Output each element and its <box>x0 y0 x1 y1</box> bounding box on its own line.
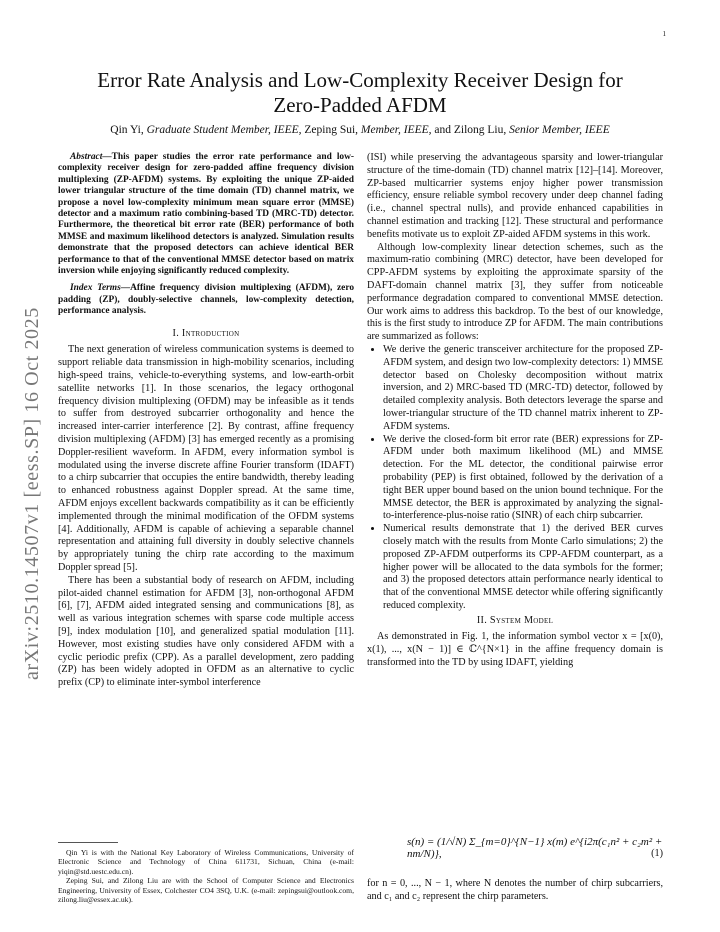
index-terms <box>58 283 354 317</box>
page-number: 1 <box>662 30 666 38</box>
right-column <box>367 152 663 670</box>
equation-1-body: s(n) = (1/√N) Σ_{m=0}^{N−1} x(m) e^{i2π(c₁n² + c₂m² + nm/N)}, <box>407 836 663 860</box>
contribution-item: • We derive the generic transceiver architecture for the proposed ZP-AFDM system, and design two low-complexity detectors: 1) MMSE detector based on Cholesky decomposition without matrix inversion, and 2) MRC-based TD (MRC-TD) detector, followed by detailed complexity analysis. Both detectors leverage the sparse and lower-triangular structure of the TD channel matrix inherent to ZP-AFDM systems. <box>383 344 663 434</box>
author-3-role: Senior Member, IEEE <box>509 124 610 136</box>
section-heading-system-model: II. System Model <box>476 614 554 626</box>
author-2: Zeping Sui, <box>304 124 359 136</box>
system-model-paragraph-2: for n = 0, ..., N − 1, where N denotes the number of chirp subcarriers, and c₁ and c₂ represent the chirp parameters. <box>367 878 663 902</box>
intro-paragraph-4: Although low-complexity linear detection schemes, such as the maximum-ratio combining (MRC) detector, have been developed for CPP-AFDM systems by exploiting the approximate sparsity of the DAFT-domain channel matrix [3], they suffer from noticeable performance degradation compared to conventional MMSE detection. Our work aims to address this backdrop. To the best of our knowledge, this is the first study to introduce ZP for AFDM. The main contributions are summarized as follows: <box>367 241 663 343</box>
arxiv-stamp: arXiv:2510.14507v1 [eess.SP] 16 Oct 2025 <box>21 307 43 680</box>
contribution-item: • Numerical results demonstrate that 1) the derived BER curves closely match with the results from Monte Carlo simulations; 2) the proposed ZP-AFDM outperforms its CPP-AFDM counterpart, as a higher power will be allocated to the data symbols for the former; and 3) the proposed detectors attain performance nearly identical to that of the conventional MMSE detector while offering significantly reduced complexity. <box>383 523 663 613</box>
footnote-affiliation-1: Qin Yi is with the National Key Laboratory of Wireless Communications, University of Electronic Science and Technology of China 611731, Sichuan, China (e-mail: yiqin@std.uestc.edu.cn). <box>58 848 354 876</box>
author-2-role: Member, IEEE, <box>360 124 432 136</box>
footnote-rule <box>58 842 118 843</box>
author-1-role: Graduate Student Member, IEEE, <box>146 124 302 136</box>
section-heading-introduction: I. Introduction <box>172 327 240 339</box>
system-model-paragraph-1: As demonstrated in Fig. 1, the information symbol vector x = [x(0), x(1), ..., x(N − 1)] ∈ ℂ^{N×1} in the affine frequency domain is transformed into the TD by using IDAFT, yielding <box>367 631 663 669</box>
author-line <box>40 124 680 136</box>
paper-title: Error Rate Analysis and Low-Complexity Receiver Design for Zero-Padded AFDM <box>97 68 623 117</box>
author-3: and Zilong Liu, <box>434 124 507 136</box>
abstract-label: Abstract <box>70 152 103 162</box>
footnotes <box>58 848 354 904</box>
contribution-item: • We derive the closed-form bit error rate (BER) expressions for ZP-AFDM under both maximum likelihood (ML) and MMSE detection. For the ML detector, the conditional pairwise error probability (PEP) is first obtained, followed by the derivation of a tight BER upper bound based on the union bound technique. For the MMSE detector, the BER is approximated by analyzing the signal-to-interference-plus-noise ratio (SINR) of each chirp subcarrier. <box>383 434 663 524</box>
footnote-affiliation-2: Zeping Sui, and Zilong Liu are with the School of Computer Science and Electronics Engineering, University of Essex, Colchester CO4 3SQ, U.K. (e-mail: zepingsui@outlook.com, zilong.liu@essex.ac.uk). <box>58 876 354 905</box>
intro-paragraph-2: There has been a substantial body of research on AFDM, including pilot-aided channel estimation for AFDM [3], non-orthogonal AFDM [6], [7], AFDM aided integrated sensing and communications [8], as well as various integration schemes with sparse code multiple access [9], index modulation [10], and generalized spatial modulation [11]. However, most existing studies have only considered AFDM with a cyclic periodic prefix (CPP). As a parallel development, zero padding (ZP) has been widely adopted in OFDM as an alternative to cyclic prefix (CP) to eliminate inter-symbol interference <box>58 574 354 689</box>
equation-1-number: (1) <box>651 848 663 859</box>
intro-paragraph-3: (ISI) while preserving the advantageous sparsity and lower-triangular structure of the time-domain (TD) channel matrix [12]–[14]. Moreover, ZP-based multicarrier systems enjoy higher power transmission efficiency, ensure reliable symbol recovery under deep channel fading (i.e., channel spectral nulls), and provide enhanced capabilities in channel estimation and tracking [12]. These structural and performance benefits motivate us to exploit ZP-aided AFDM systems in this work. <box>367 152 663 240</box>
author-1: Qin Yi, <box>110 124 144 136</box>
equation-1 <box>367 836 663 872</box>
index-terms-label: Index Terms <box>70 283 121 294</box>
abstract-text: —This paper studies the error rate performance and low-complexity receiver design for zero-padded affine frequency division multiplexing (ZP-AFDM) systems. By exploiting the unique ZP-aided lower triangular structure of the time domain (TD) channel matrix, we propose a novel low-complexity minimum mean square error (MMSE) detector and a maximum ratio combining-based TD (MRC-TD) detector. Furthermore, the theoretical bit error rate (BER) performance of both MMSE and maximum likelihood detectors is analyzed. Simulation results demonstrate that the proposed detectors can achieve identical BER performance to that of the conventional MMSE detector based on matrix inversion while enjoying significantly reduced complexity. <box>58 152 354 277</box>
contributions-list <box>367 344 663 613</box>
index-terms-text: —Affine frequency division multiplexing (AFDM), zero padding (ZP), doubly-selective channels, low-complexity detection, performance analysis. <box>58 283 355 317</box>
left-column <box>58 152 354 690</box>
intro-paragraph-1: The next generation of wireless communication systems is deemed to support reliable data transmission in high-mobility scenarios, including high-speed trains, vehicle-to-everything systems, and low-earth-orbit satellite networks [1]. In those scenarios, the legacy orthogonal frequency division multiplexing (OFDM) may be infeasible as it tends to suffer from destroyed subcarrier orthogonality and hence the increased inter-carrier interference [2]. By contrast, affine frequency division multiplexing (AFDM) [3] has emerged recently as a promising Doppler-resilient waveform. In AFDM, every information symbol is modulated using the inverse discrete affine Fourier transform (IDAFT) to a chirp subcarrier that occupies the entire bandwidth, thereby leading to enhanced robustness against Doppler spread. At the same time, AFDM enjoys excellent backwards compatibility as it can be efficiently implemented through the minimal modification of the OFDM systems [4]. Additionally, AFDM is capable of achieving a separable channel representation and attaining full diversity in doubly selective channels by appropriately tuning the chirp rate according to the maximum Doppler spread [5]. <box>58 344 354 574</box>
abstract <box>58 152 354 277</box>
